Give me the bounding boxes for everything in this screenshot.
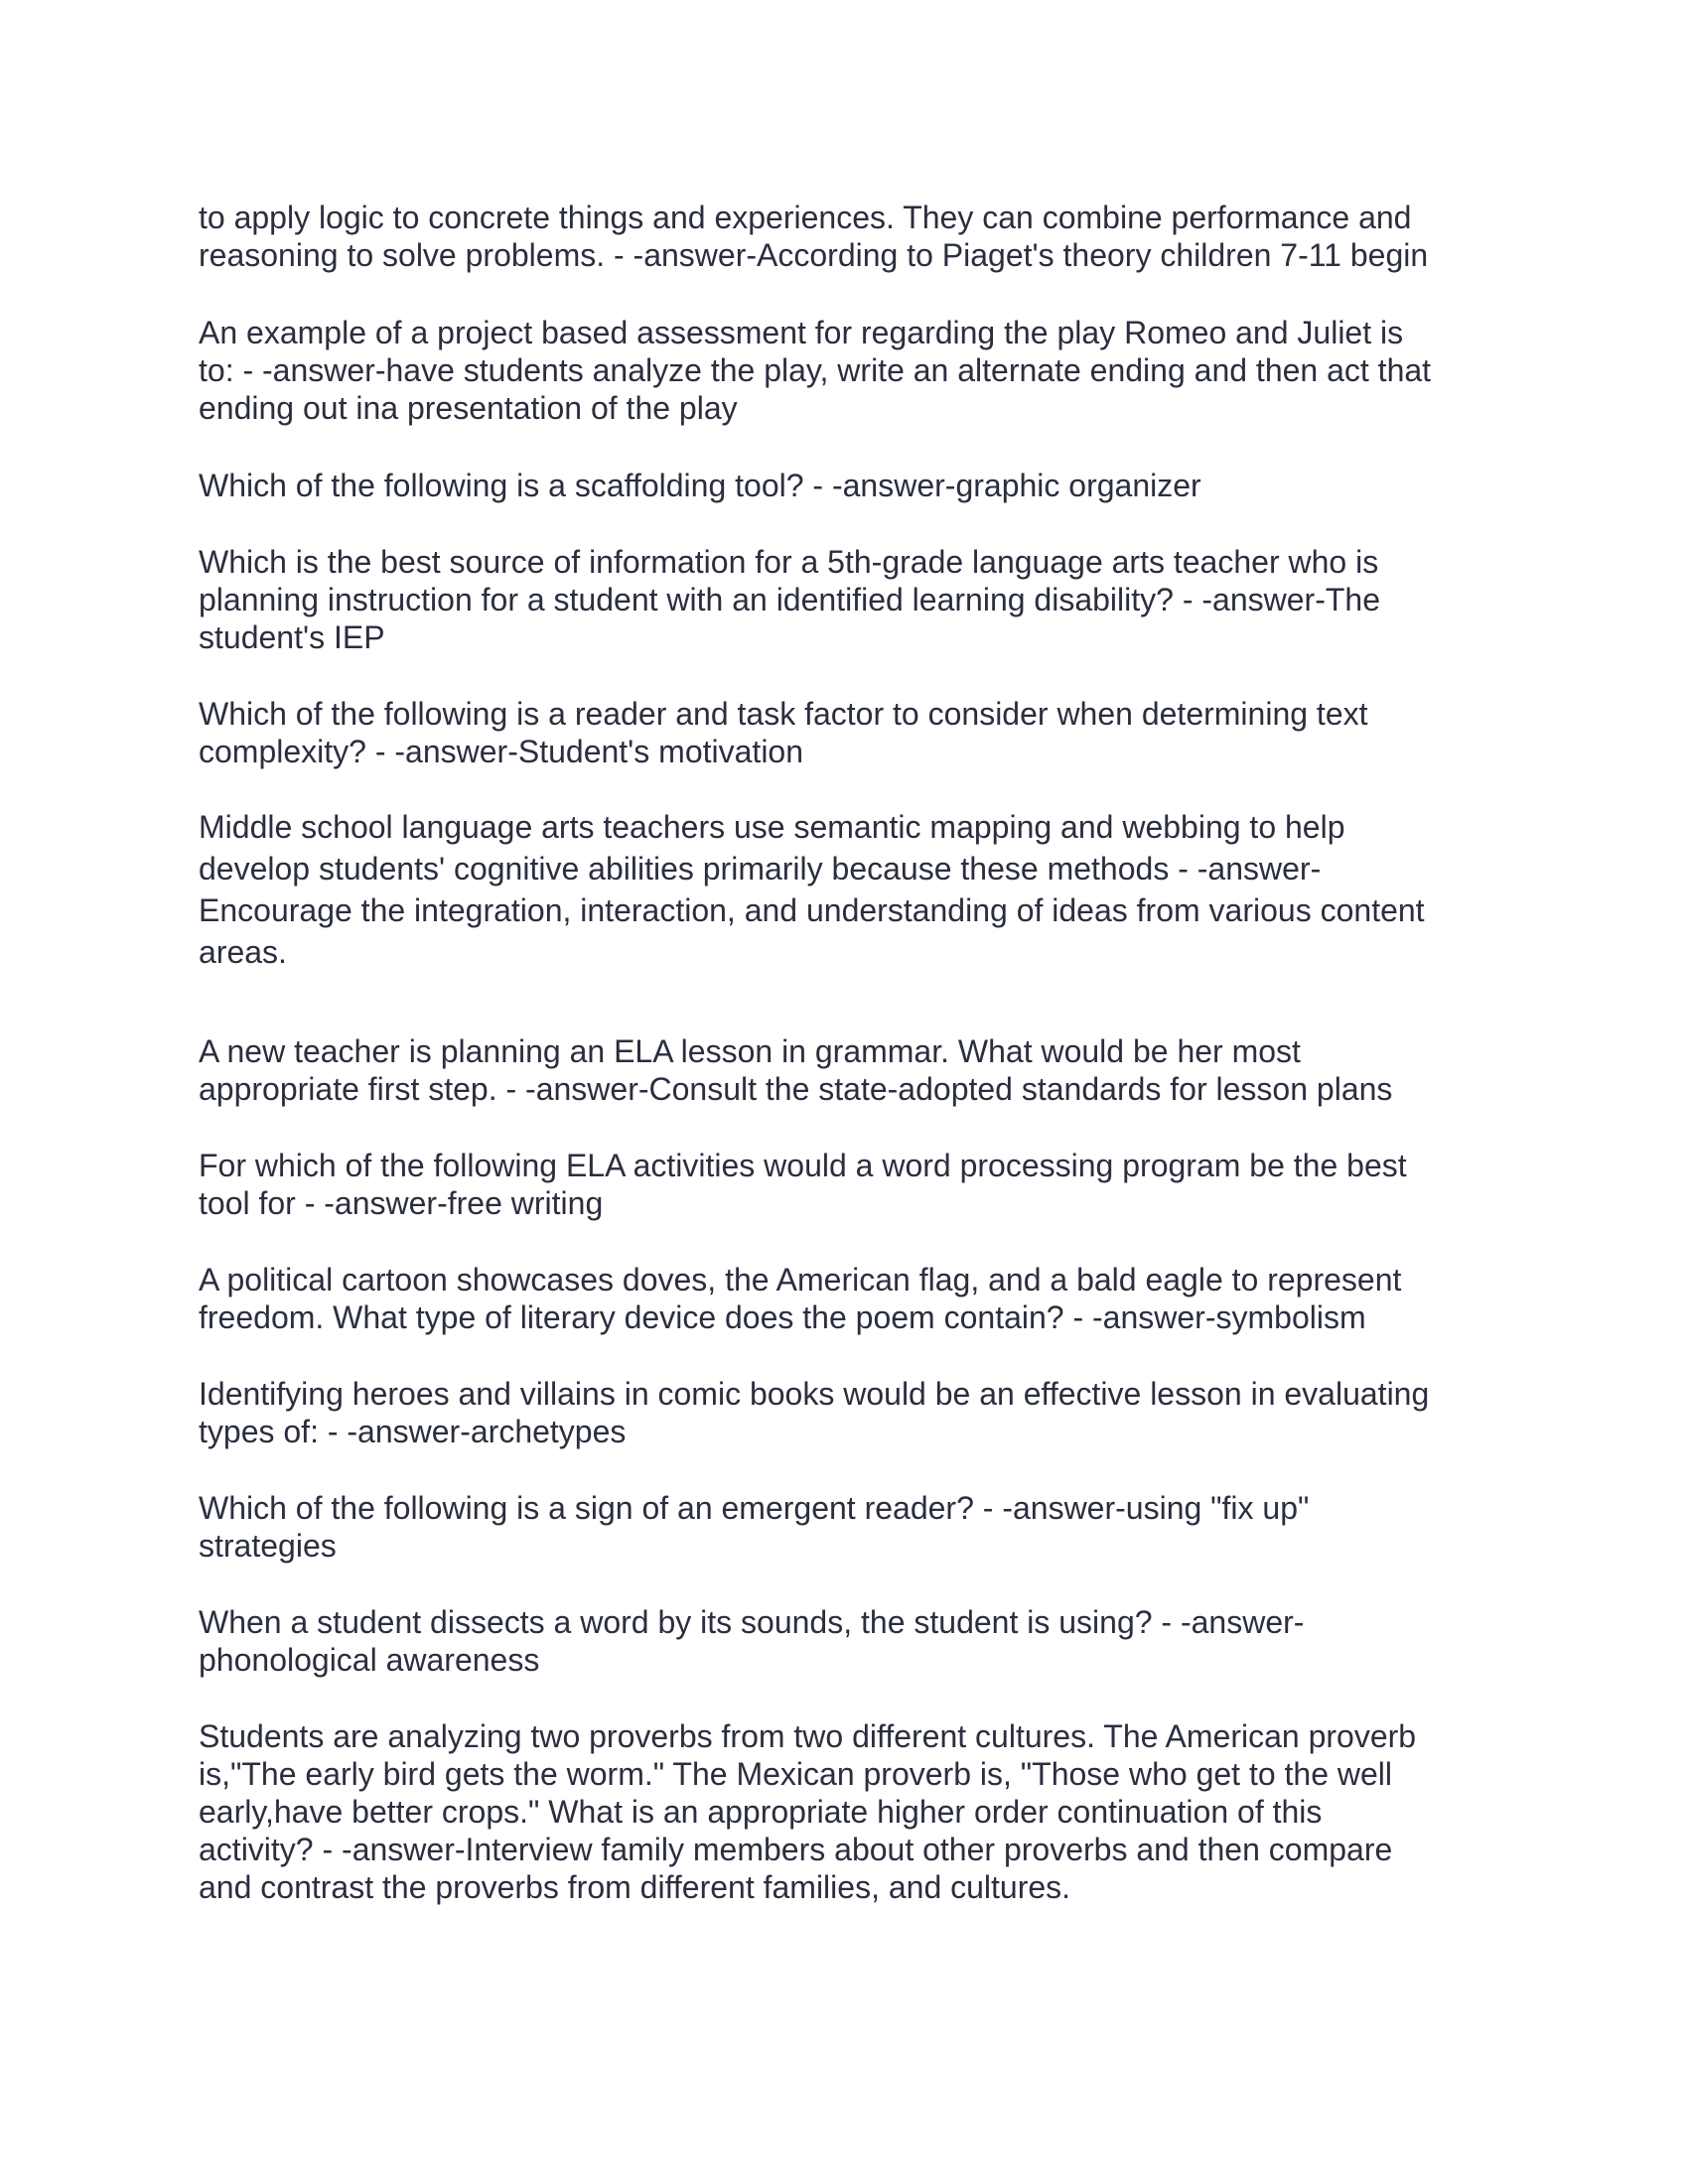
qa-paragraph: [199, 1375, 1429, 1450]
paragraph-line: Students are analyzing two proverbs from two different cultures. The American proverb: [199, 1718, 1417, 1754]
paragraph-line: Which of the following is a scaffolding tool? - -answer-graphic organizer: [199, 468, 1201, 503]
qa-paragraph: [199, 467, 1201, 504]
paragraph-line: student's IEP: [199, 619, 385, 655]
paragraph-line: areas.: [199, 934, 287, 970]
paragraph-line: When a student dissects a word by its sounds, the student is using? - -answer-: [199, 1604, 1305, 1640]
paragraph-line: and contrast the proverbs from different families, and cultures.: [199, 1869, 1071, 1905]
qa-paragraph: [199, 695, 1368, 770]
paragraph-line: Which of the following is a sign of an emergent reader? - -answer-using "fix up": [199, 1490, 1310, 1526]
paragraph-line: to apply logic to concrete things and experiences. They can combine performance and: [199, 200, 1412, 235]
qa-paragraph: [199, 543, 1380, 656]
paragraph-line: Middle school language arts teachers use semantic mapping and webbing to help: [199, 809, 1345, 845]
paragraph-line: Which of the following is a reader and task factor to consider when determining text: [199, 696, 1368, 732]
paragraph-line: reasoning to solve problems. - -answer-According to Piaget's theory children 7-11 begin: [199, 237, 1429, 273]
paragraph-line: early,have better crops." What is an appropriate higher order continuation of this: [199, 1794, 1323, 1830]
qa-paragraph: [199, 314, 1431, 427]
paragraph-line: develop students' cognitive abilities primarily because these methods - -answer-: [199, 851, 1322, 887]
qa-paragraph: [199, 199, 1428, 274]
paragraph-line: strategies: [199, 1528, 337, 1564]
paragraph-line: activity? - -answer-Interview family members about other proverbs and then compare: [199, 1832, 1393, 1867]
paragraph-line: An example of a project based assessment for regarding the play Romeo and Juliet is: [199, 315, 1404, 350]
paragraph-line: ending out ina presentation of the play: [199, 390, 738, 426]
qa-paragraph: [199, 1032, 1392, 1108]
paragraph-line: planning instruction for a student with an identified learning disability? - -answer-The: [199, 582, 1380, 617]
paragraph-line: complexity? - -answer-Student's motivation: [199, 734, 804, 769]
paragraph-line: types of: - -answer-archetypes: [199, 1414, 627, 1449]
qa-paragraph: [199, 806, 1425, 973]
qa-paragraph: [199, 1717, 1416, 1906]
paragraph-line: Encourage the integration, interaction, and understanding of ideas from various content: [199, 892, 1425, 928]
paragraph-line: freedom. What type of literary device does the poem contain? - -answer-symbolism: [199, 1299, 1366, 1335]
paragraph-line: tool for - -answer-free writing: [199, 1185, 604, 1221]
qa-paragraph: [199, 1489, 1309, 1565]
paragraph-line: is,"The early bird gets the worm." The Mexican proverb is, "Those who get to the well: [199, 1756, 1393, 1792]
paragraph-line: Which is the best source of information for a 5th-grade language arts teacher who is: [199, 544, 1379, 580]
paragraph-line: to: - -answer-have students analyze the play, write an alternate ending and then act that: [199, 352, 1432, 388]
qa-paragraph: [199, 1147, 1407, 1222]
qa-paragraph: [199, 1603, 1304, 1679]
paragraph-line: Identifying heroes and villains in comic books would be an effective lesson in evaluating: [199, 1376, 1430, 1412]
paragraph-line: A new teacher is planning an ELA lesson in grammar. What would be her most: [199, 1033, 1301, 1069]
paragraph-line: For which of the following ELA activities would a word processing program be the best: [199, 1148, 1407, 1183]
qa-paragraph: [199, 1261, 1401, 1336]
paragraph-line: A political cartoon showcases doves, the American flag, and a bald eagle to represent: [199, 1262, 1402, 1297]
paragraph-line: phonological awareness: [199, 1642, 540, 1678]
paragraph-line: appropriate first step. - -answer-Consult the state-adopted standards for lesson plans: [199, 1071, 1393, 1107]
